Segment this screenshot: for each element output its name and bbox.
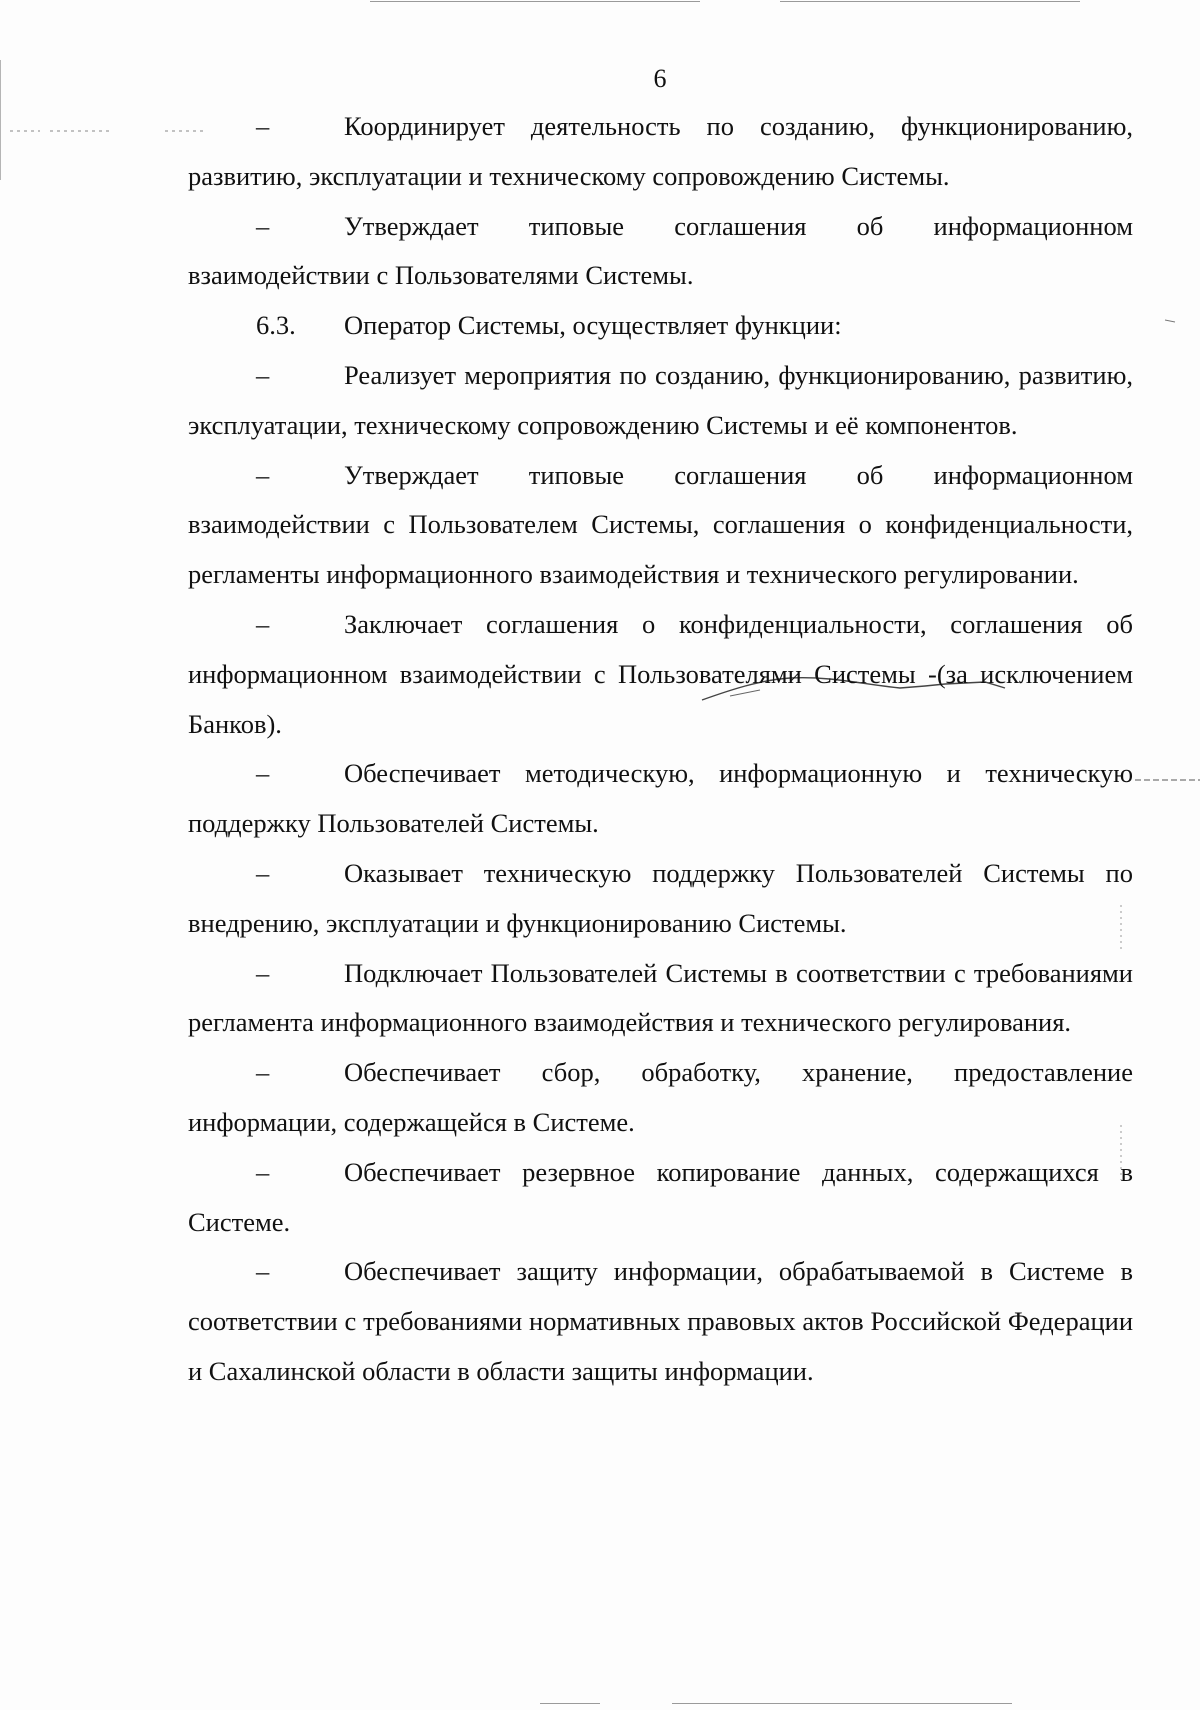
paragraph-2: [188, 202, 1133, 302]
list-dash: –: [256, 608, 270, 639]
list-dash: –: [256, 857, 270, 888]
section-heading-6-3: [188, 301, 1133, 351]
section-number: 6.3.: [256, 310, 296, 341]
paragraph-7: [188, 749, 1133, 849]
list-dash: –: [256, 957, 270, 988]
list-dash: –: [256, 459, 270, 490]
paragraph-12: [188, 1247, 1133, 1396]
paragraph-text: Координирует деятельность по созданию, функционированию, развитию, эксплуатации и техническому сопровождению Системы.: [188, 111, 1133, 191]
paragraph-text: Оператор Системы, осуществляет функции:: [344, 310, 842, 341]
document-body: [188, 102, 1133, 1397]
list-dash: –: [256, 111, 270, 141]
paragraph-6: [188, 600, 1133, 749]
paragraph-10: [188, 1048, 1133, 1148]
paragraph-text: Утверждает типовые соглашения об информационном взаимодействии с Пользователями Системы.: [188, 210, 1133, 291]
paragraph-text: Оказывает техническую поддержку Пользователей Системы по внедрению, эксплуатации и функционированию Системы.: [188, 857, 1133, 938]
paragraph-11: [188, 1148, 1133, 1248]
list-dash: –: [256, 210, 270, 241]
list-dash: –: [256, 1057, 270, 1088]
paragraph-text: Подключает Пользователей Системы в соответствии с требованиями регламента информационного взаимодействия и технического регулирования.: [188, 957, 1133, 1038]
paragraph-4: [188, 351, 1133, 451]
paragraph-9: [188, 949, 1133, 1049]
list-dash: –: [256, 1256, 270, 1287]
paragraph-text: Реализует мероприятия по созданию, функционированию, развитию, эксплуатации, техническому сопровождению Системы и её компонентов.: [188, 359, 1133, 440]
paragraph-text: Обеспечивает сбор, обработку, хранение, предоставление информации, содержащейся в Системе.: [188, 1057, 1133, 1137]
paragraph-text: Заключает соглашения о конфиденциальности, соглашения об информационном взаимодействии с Пользователями Системы -(за исключением Банков).: [188, 608, 1133, 739]
page-number: 6: [653, 64, 667, 93]
list-dash: –: [256, 359, 270, 390]
paragraph-5: [188, 451, 1133, 600]
paragraph-text: Утверждает типовые соглашения об информационном взаимодействии с Пользователем Системы, соглашения о конфиденциальности, регламенты информационного взаимодействия и технического регулировании.: [188, 459, 1133, 590]
paragraph-1: [188, 102, 1133, 202]
paragraph-text: Обеспечивает методическую, информационную и техническую поддержку Пользователей Системы.: [188, 758, 1133, 839]
paragraph-8: [188, 849, 1133, 949]
paragraph-text: Обеспечивает защиту информации, обрабатываемой в Системе в соответствии с требованиями нормативных правовых актов Российской Федерации и Сахалинской области в области защиты информации.: [188, 1256, 1133, 1386]
list-dash: –: [256, 758, 270, 789]
paragraph-text: Обеспечивает резервное копирование данных, содержащихся в Системе.: [188, 1156, 1133, 1237]
list-dash: –: [256, 1156, 270, 1187]
